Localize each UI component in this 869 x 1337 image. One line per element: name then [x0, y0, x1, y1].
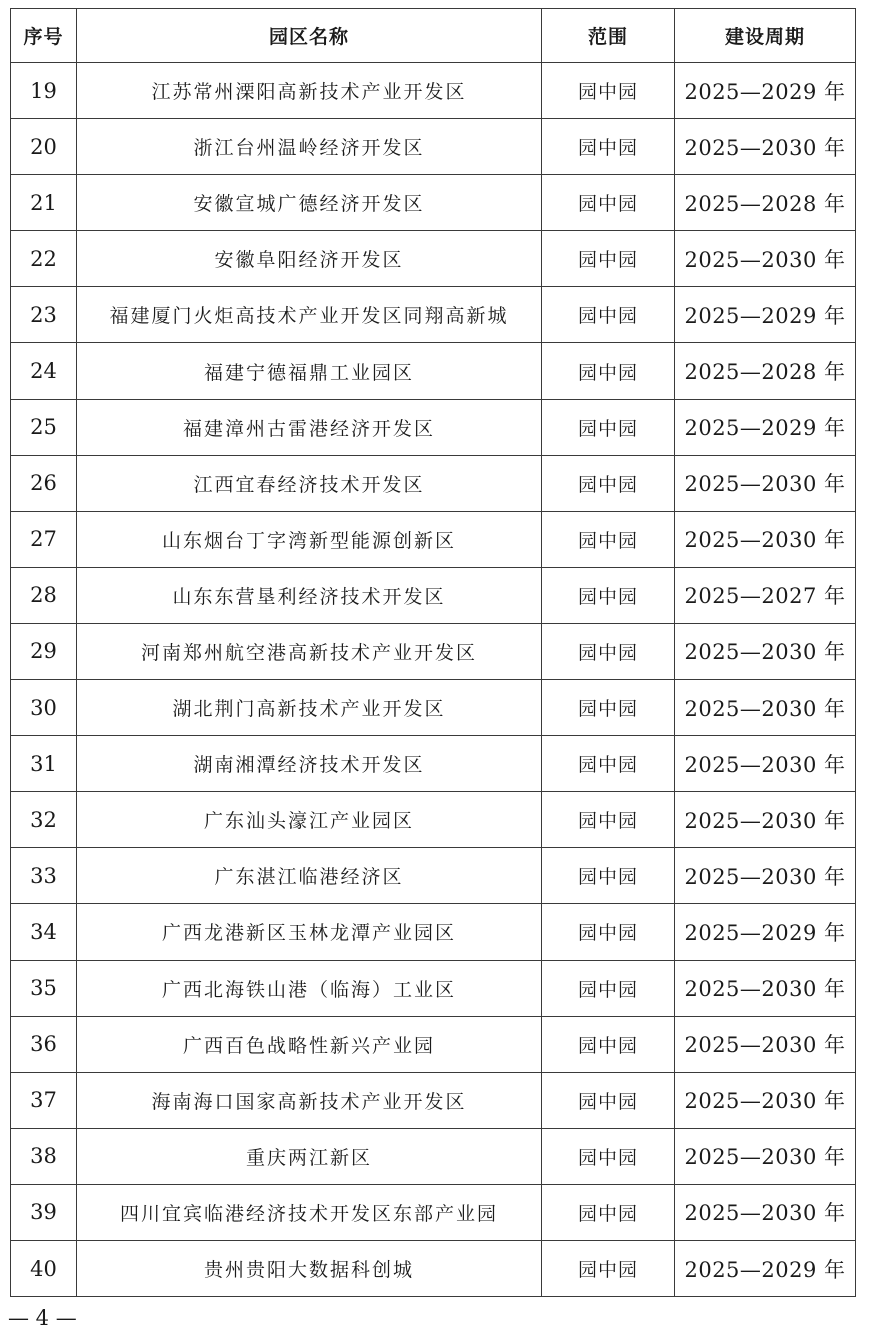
row-park-name: 广西百色战略性新兴产业园 — [77, 1016, 542, 1072]
row-park-name: 福建漳州古雷港经济开发区 — [77, 399, 542, 455]
row-scope: 园中园 — [542, 63, 675, 119]
row-scope: 园中园 — [542, 287, 675, 343]
row-construction-period: 2025—2029 年 — [675, 904, 856, 960]
row-construction-period: 2025—2030 年 — [675, 231, 856, 287]
row-serial-number: 38 — [11, 1128, 77, 1184]
row-park-name: 广东汕头濠江产业园区 — [77, 792, 542, 848]
table-row — [11, 399, 856, 455]
row-serial-number: 21 — [11, 175, 77, 231]
row-serial-number: 20 — [11, 119, 77, 175]
header-construction-period: 建设周期 — [675, 9, 856, 63]
row-scope: 园中园 — [542, 231, 675, 287]
table-row — [11, 848, 856, 904]
row-construction-period: 2025—2030 年 — [675, 119, 856, 175]
row-serial-number: 37 — [11, 1072, 77, 1128]
row-park-name: 江苏常州溧阳高新技术产业开发区 — [77, 63, 542, 119]
row-park-name: 重庆两江新区 — [77, 1128, 542, 1184]
row-serial-number: 23 — [11, 287, 77, 343]
row-serial-number: 39 — [11, 1184, 77, 1240]
table-row — [11, 1072, 856, 1128]
row-serial-number: 24 — [11, 343, 77, 399]
table-row — [11, 1184, 856, 1240]
row-park-name: 四川宜宾临港经济技术开发区东部产业园 — [77, 1184, 542, 1240]
table-row — [11, 736, 856, 792]
row-construction-period: 2025—2030 年 — [675, 1184, 856, 1240]
table-row — [11, 567, 856, 623]
row-construction-period: 2025—2029 年 — [675, 287, 856, 343]
row-park-name: 安徽阜阳经济开发区 — [77, 231, 542, 287]
table-row — [11, 511, 856, 567]
row-construction-period: 2025—2030 年 — [675, 736, 856, 792]
row-park-name: 福建宁德福鼎工业园区 — [77, 343, 542, 399]
row-scope: 园中园 — [542, 960, 675, 1016]
row-park-name: 江西宜春经济技术开发区 — [77, 455, 542, 511]
table-row — [11, 287, 856, 343]
header-park-name: 园区名称 — [77, 9, 542, 63]
row-construction-period: 2025—2030 年 — [675, 511, 856, 567]
table-row — [11, 904, 856, 960]
row-serial-number: 27 — [11, 511, 77, 567]
table-row — [11, 792, 856, 848]
row-construction-period: 2025—2030 年 — [675, 680, 856, 736]
row-scope: 园中园 — [542, 1016, 675, 1072]
header-scope: 范围 — [542, 9, 675, 63]
row-serial-number: 34 — [11, 904, 77, 960]
row-serial-number: 28 — [11, 567, 77, 623]
row-serial-number: 32 — [11, 792, 77, 848]
row-construction-period: 2025—2028 年 — [675, 343, 856, 399]
table-row — [11, 63, 856, 119]
table-row — [11, 119, 856, 175]
row-park-name: 山东东营垦利经济技术开发区 — [77, 567, 542, 623]
row-park-name: 安徽宣城广德经济开发区 — [77, 175, 542, 231]
row-park-name: 湖北荆门高新技术产业开发区 — [77, 680, 542, 736]
table-row — [11, 1240, 856, 1296]
row-construction-period: 2025—2030 年 — [675, 1072, 856, 1128]
page-number: — 4 — — [8, 1306, 77, 1330]
row-serial-number: 40 — [11, 1240, 77, 1296]
row-serial-number: 26 — [11, 455, 77, 511]
row-construction-period: 2025—2028 年 — [675, 175, 856, 231]
row-construction-period: 2025—2029 年 — [675, 399, 856, 455]
row-park-name: 河南郑州航空港高新技术产业开发区 — [77, 623, 542, 679]
row-park-name: 福建厦门火炬高技术产业开发区同翔高新城 — [77, 287, 542, 343]
row-serial-number: 30 — [11, 680, 77, 736]
row-serial-number: 33 — [11, 848, 77, 904]
table-row — [11, 680, 856, 736]
row-park-name: 海南海口国家高新技术产业开发区 — [77, 1072, 542, 1128]
row-scope: 园中园 — [542, 736, 675, 792]
row-serial-number: 19 — [11, 63, 77, 119]
row-park-name: 浙江台州温岭经济开发区 — [77, 119, 542, 175]
park-list-table — [10, 8, 856, 1297]
table-row — [11, 623, 856, 679]
row-scope: 园中园 — [542, 904, 675, 960]
row-construction-period: 2025—2027 年 — [675, 567, 856, 623]
row-scope: 园中园 — [542, 119, 675, 175]
table-body — [11, 63, 856, 1297]
row-park-name: 贵州贵阳大数据科创城 — [77, 1240, 542, 1296]
table-row — [11, 1016, 856, 1072]
row-park-name: 山东烟台丁字湾新型能源创新区 — [77, 511, 542, 567]
row-construction-period: 2025—2030 年 — [675, 455, 856, 511]
row-scope: 园中园 — [542, 567, 675, 623]
row-construction-period: 2025—2029 年 — [675, 1240, 856, 1296]
row-scope: 园中园 — [542, 848, 675, 904]
row-scope: 园中园 — [542, 343, 675, 399]
table-row — [11, 175, 856, 231]
row-serial-number: 31 — [11, 736, 77, 792]
row-serial-number: 22 — [11, 231, 77, 287]
row-construction-period: 2025—2030 年 — [675, 848, 856, 904]
row-park-name: 湖南湘潭经济技术开发区 — [77, 736, 542, 792]
table-row — [11, 1128, 856, 1184]
row-scope: 园中园 — [542, 1184, 675, 1240]
row-construction-period: 2025—2030 年 — [675, 1016, 856, 1072]
table-row — [11, 455, 856, 511]
table-row — [11, 343, 856, 399]
row-scope: 园中园 — [542, 623, 675, 679]
row-scope: 园中园 — [542, 455, 675, 511]
table-row — [11, 231, 856, 287]
row-serial-number: 29 — [11, 623, 77, 679]
row-serial-number: 36 — [11, 1016, 77, 1072]
row-construction-period: 2025—2029 年 — [675, 63, 856, 119]
row-park-name: 广西龙港新区玉林龙潭产业园区 — [77, 904, 542, 960]
row-construction-period: 2025—2030 年 — [675, 1128, 856, 1184]
row-construction-period: 2025—2030 年 — [675, 623, 856, 679]
row-scope: 园中园 — [542, 175, 675, 231]
row-scope: 园中园 — [542, 1072, 675, 1128]
row-construction-period: 2025—2030 年 — [675, 960, 856, 1016]
row-park-name: 广西北海铁山港（临海）工业区 — [77, 960, 542, 1016]
row-scope: 园中园 — [542, 680, 675, 736]
row-scope: 园中园 — [542, 792, 675, 848]
row-park-name: 广东湛江临港经济区 — [77, 848, 542, 904]
row-scope: 园中园 — [542, 399, 675, 455]
row-construction-period: 2025—2030 年 — [675, 792, 856, 848]
row-serial-number: 25 — [11, 399, 77, 455]
table-row — [11, 960, 856, 1016]
row-serial-number: 35 — [11, 960, 77, 1016]
header-serial-number: 序号 — [11, 9, 77, 63]
table-header-row — [11, 9, 856, 63]
row-scope: 园中园 — [542, 1240, 675, 1296]
row-scope: 园中园 — [542, 511, 675, 567]
row-scope: 园中园 — [542, 1128, 675, 1184]
